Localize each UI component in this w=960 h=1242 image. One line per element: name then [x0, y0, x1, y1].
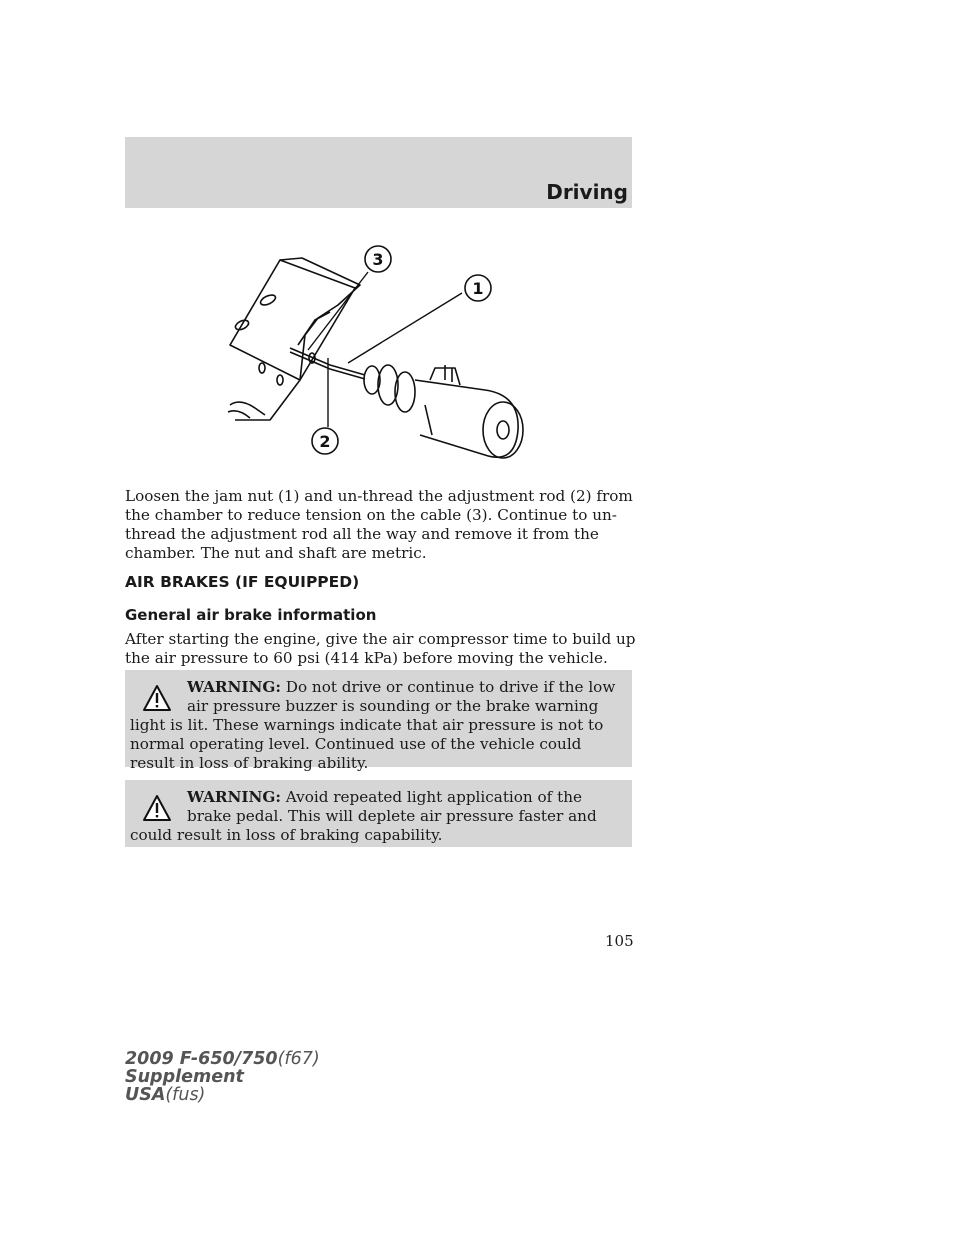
warning-label: WARNING: [187, 788, 281, 806]
general-info-heading: General air brake information [125, 606, 377, 624]
page-number: 105 [605, 932, 634, 950]
warning-label: WARNING: [187, 678, 281, 696]
warning-triangle-icon [142, 794, 172, 822]
warning-triangle-icon [142, 684, 172, 712]
footer-market-code: (fus) [165, 1085, 206, 1105]
air-pressure-paragraph: After starting the engine, give the air compressor time to build up the air pressure to 60 psi (414 kPa) before moving the vehicle. [125, 630, 636, 667]
warning-box-low-air [125, 670, 632, 772]
brake-adjustment-illustration [220, 240, 560, 470]
callout-2: 2 [319, 432, 331, 451]
air-brakes-heading: AIR BRAKES (IF EQUIPPED) [125, 573, 360, 591]
footer-market: USA [125, 1085, 166, 1105]
warning-text: Avoid repeated light application of the brake pedal. This will deplete air pressure faster and could result in loss of braking capability. [130, 788, 597, 844]
section-title: Driving [546, 180, 628, 204]
document-footer [125, 1050, 320, 1104]
callout-1: 1 [472, 279, 484, 298]
section-header [125, 137, 632, 208]
callout-3: 3 [372, 250, 384, 269]
jam-nut-paragraph: Loosen the jam nut (1) and un-thread the adjustment rod (2) from the chamber to reduce tension on the cable (3). Continue to un-thread the adjustment rod all the way and remove it from the chamber. The nut and shaft are metric. [125, 487, 633, 562]
footer-model: 2009 F-650/750 [125, 1049, 278, 1069]
warning-box-brake-pedal [125, 780, 632, 847]
footer-doc-type: Supplement [125, 1067, 244, 1087]
footer-model-code: (f67) [277, 1049, 320, 1069]
warning-text: Do not drive or continue to drive if the low air pressure buzzer is sounding or the brake warning light is lit. These warnings indicate that air pressure is not to normal operating level. Continued use of the vehicle could result in loss of braking ability. [130, 678, 616, 772]
